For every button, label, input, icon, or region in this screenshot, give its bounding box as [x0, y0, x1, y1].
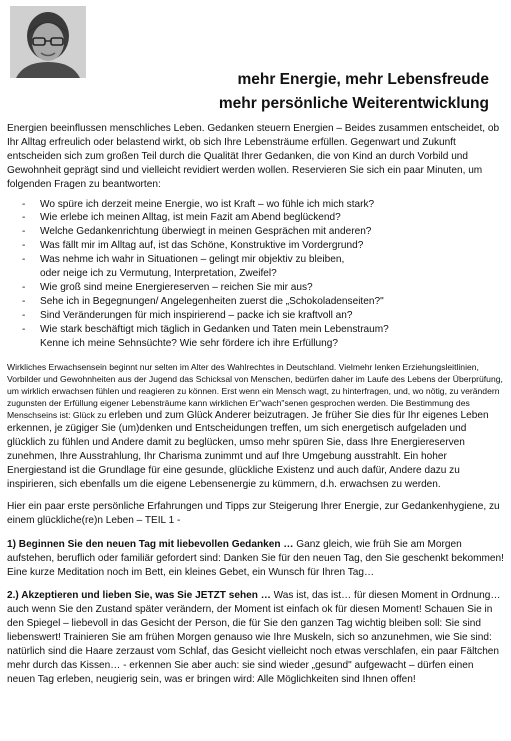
bullet-dash: -	[22, 254, 26, 266]
tip-2-heading: 2.) Akzeptieren und lieben Sie, was Sie JETZT sehen …	[7, 590, 271, 602]
adulthood-paragraph	[7, 361, 504, 492]
headline-line-1: mehr Energie, mehr Lebensfreude	[237, 71, 489, 88]
list-item	[7, 281, 504, 295]
list-item	[7, 295, 504, 309]
bullet-dash: -	[22, 281, 26, 293]
question-text: Was nehme ich wahr in Situationen – gelingt mir objektiv zu bleiben,	[40, 254, 345, 266]
list-item	[7, 211, 504, 225]
bullet-dash: -	[22, 295, 26, 307]
headline	[89, 68, 489, 116]
question-text: Wie stark beschäftigt mich täglich in Gedanken und Taten mein Lebenstraum?	[40, 323, 389, 335]
portrait-image	[10, 6, 86, 78]
question-text: Wo spüre ich derzeit meine Energie, wo ist Kraft – wo fühle ich mich stark?	[40, 198, 375, 210]
document-body	[7, 122, 504, 687]
question-text: Welche Gedankenrichtung überwiegt in meinen Gesprächen mit anderen?	[40, 226, 372, 238]
bullet-dash: -	[22, 323, 26, 335]
intro-paragraph: Energien beeinflussen menschliches Leben. Gedanken steuern Energien – Beides zusammen entscheidet, ob Ihr Alltag erfreulich oder belastend wirkt, ob sich Ihre Lebensträume erfüllen. Gegenwart und Zukunft entscheiden sich zum großen Teil durch die Qualität Ihrer Gedanken, die von Kind an durch Vorbild und Gewohnheit geprägt sind und vielleicht revidiert werden wollen. Reservieren Sie sich ein paar Minuten, um folgenden Fragen zu beantworten:	[7, 123, 500, 190]
adulthood-text-small: Wirkliches Erwachsensein beginnt nur selten im Alter des Wahlrechtes in Deutschland. Vielmehr lenken Erziehungsleitlinien, Vorbilder und Gewohnheiten aus der Jugend das Schicksal von Menschen, bedürfen daher im Laufe des Lebens der Überprüfung, um wirklich erwachsen fühlen und reagieren zu können. Erst wenn ein Mensch wagt, zu hinterfragen, und, wo nötig, zu verändern zugunsten der Erfüllung eigener Lebensträume kann wirklichen Er"wach"senen gesprochen werden. Die Bestimmung des Menschseins ist: Glück zu	[7, 361, 503, 420]
tip-1	[7, 538, 504, 580]
adulthood-text-regular: erleben und zum Glück Anderer beizutragen. Je früher Sie dies für Ihr eigenes Leben erkennen, je zügiger Sie (um)denken und Entscheidungen treffen, um sich energetisch aufgeladen und glücklich zu fühlen und Andere damit zu beglücken, umso mehr spüren Sie, dass Ihre Energiereserven zunehmen, Ihre Ausstrahlung, Ihr Charisma zunimmt und auf Ihre Umgebung ausstrahlt. Ein hoher Energiestand ist die Grundlage für eine gesunde, glückliche Existenz und auch dafür, Andere dazu zu inspirieren, sich ebenfalls um die eigene Lebensenergie zu kümmern, d.h. erwachsen zu werden.	[7, 409, 489, 491]
tip-2	[7, 589, 504, 686]
bullet-dash: -	[22, 240, 26, 252]
question-list	[7, 198, 504, 351]
list-item	[7, 198, 504, 212]
question-text: Was fällt mir im Alltag auf, ist das Schöne, Konstruktive im Vordergrund?	[40, 240, 364, 252]
bullet-dash: -	[22, 212, 26, 224]
bullet-dash: -	[22, 309, 26, 321]
list-item	[7, 253, 504, 281]
question-text-continued: Kenne ich meine Sehnsüchte? Wie sehr fördere ich ihre Erfüllung?	[40, 337, 338, 349]
author-photo	[10, 6, 86, 78]
list-item	[7, 239, 504, 253]
list-item	[7, 225, 504, 239]
question-text: Wie groß sind meine Energiereserven – reichen Sie mir aus?	[40, 281, 313, 293]
tips-intro: Hier ein paar erste persönliche Erfahrungen und Tipps zur Steigerung Ihrer Energie, zur Gedankenhygiene, zu einem glückliche(re)n Leben – TEIL 1 -	[7, 500, 500, 526]
question-text: Sehe ich in Begegnungen/ Angelegenheiten zuerst die „Schokoladenseiten?"	[40, 295, 384, 307]
bullet-dash: -	[22, 198, 26, 210]
question-text-continued: oder neige ich zu Vermutung, Interpretation, Zweifel?	[40, 268, 277, 280]
question-text: Wie erlebe ich meinen Alltag, ist mein Fazit am Abend beglückend?	[40, 212, 341, 224]
bullet-dash: -	[22, 226, 26, 238]
list-item	[7, 309, 504, 323]
headline-line-2: mehr persönliche Weiterentwicklung	[218, 95, 489, 112]
list-item	[7, 323, 504, 351]
tip-2-body: Was ist, das ist… für diesen Moment in Ordnung… auch wenn Sie den Zustand später verändern, der Moment ist einfach ok für diesen Moment! Schauen Sie in den Spiegel – liebevoll in das Gesicht der Person, die für Sie den ganzen Tag wichtig bleiben soll: Sie sind liebenswert! Trainieren Sie am frühen Morgen genauso wie Ihre Muskeln, sich so anzunehmen, wie Sie sind: natürlich sind die Haare zerzaust vom Schlaf, das Gesicht vielleicht noch etwas verschlafen, ein paar Fältchen mehr durch das Kissen… - erkennen Sie aber auch: sie sind wieder „gesund" aufgewacht – dürfen einen neuen Tag erleben, neugierig sein, was er bringen wird: Alle Möglichkeiten sind Ihnen offen!	[7, 590, 501, 685]
tip-1-heading: 1) Beginnen Sie den neuen Tag mit liebevollen Gedanken …	[7, 538, 294, 550]
tip-1-body: Ganz gleich, wie früh Sie am Morgen aufstehen, beruflich oder familiär gefordert sind: Danken Sie für den neuen Tag, den Sie geschenkt bekommen! Eine kurze Meditation noch im Bett, ein kleines Gebet, ein Wunsch für Ihren Tag…	[7, 538, 504, 578]
question-text: Sind Veränderungen für mich inspirierend – packe ich sie kraftvoll an?	[40, 309, 353, 321]
